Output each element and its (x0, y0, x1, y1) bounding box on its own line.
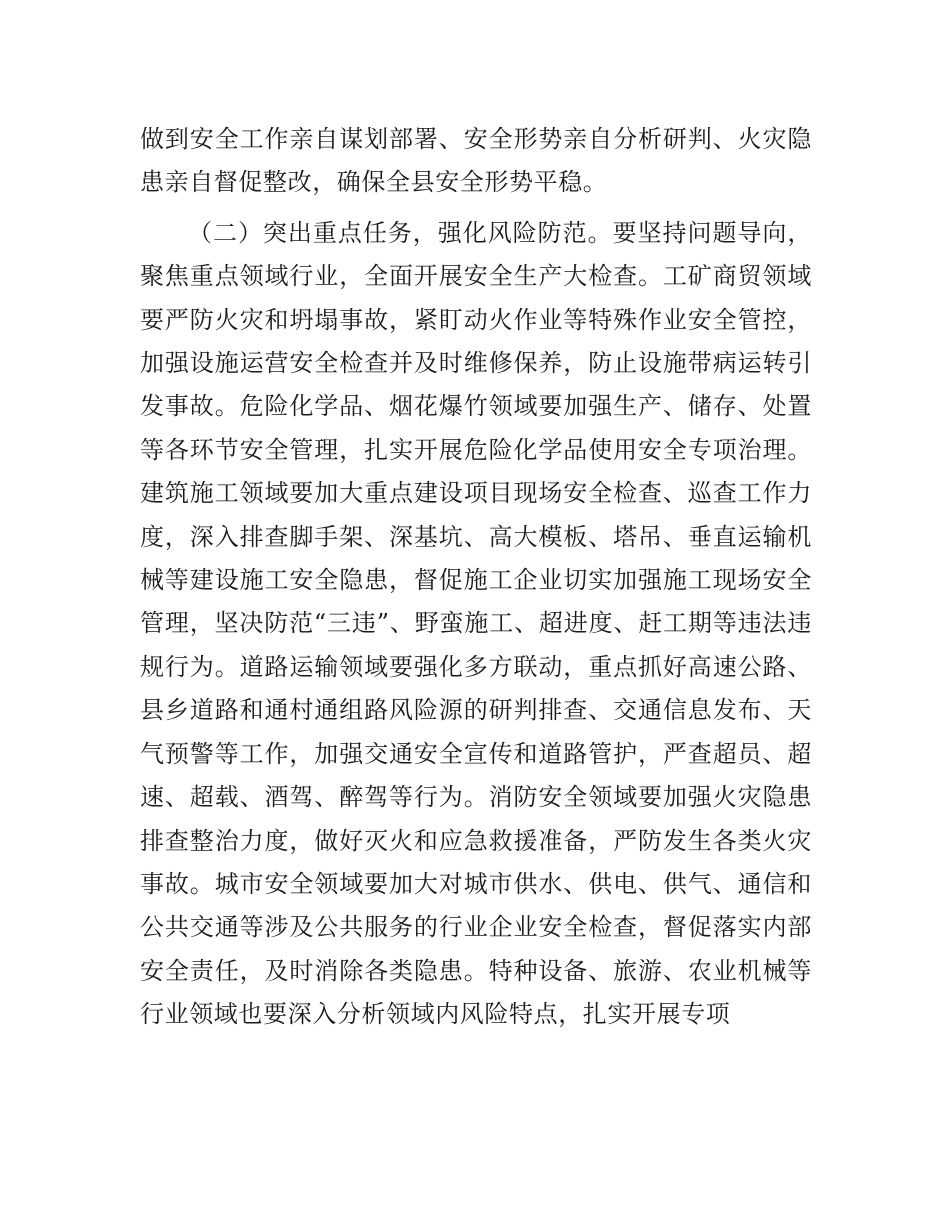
paragraph-continuation: 做到安全工作亲自谋划部署、安全形势亲自分析研判、火灾隐患亲自督促整改，确保全县安全形势平稳。 (140, 125, 812, 197)
paragraph-section-two: （二）突出重点任务，强化风险防范。要坚持问题导向，聚焦重点领域行业，全面开展安全生产大检查。工矿商贸领域要严防火灾和坍塌事故，紧盯动火作业等特殊作业安全管控，加强设施运营安全检查并及时维修保养，防止设施带病运转引发事故。危险化学品、烟花爆竹领域要加强生产、储存、处置等各环节安全管理，扎实开展危险化学品使用安全专项治理。建筑施工领域要加大重点建设项目现场安全检查、巡查工作力度，深入排查脚手架、深基坑、高大模板、塔吊、垂直运输机械等建设施工安全隐患，督促施工企业切实加强施工现场安全管理，坚决防范“三违”、野蛮施工、超进度、赶工期等违法违规行为。道路运输领域要强化多方联动，重点抓好高速公路、县乡道路和通村通组路风险源的研判排查、交通信息发布、天气预警等工作，加强交通安全宣传和道路管护，严查超员、超速、超载、酒驾、醉驾等行为。消防安全领域要加强火灾隐患排查整治力度，做好灭火和应急救援准备，严防发生各类火灾事故。城市安全领域要加大对城市供水、供电、供气、通信和公共交通等涉及公共服务的行业企业安全检查，督促落实内部安全责任，及时消除各类隐患。特种设备、旅游、农业机械等行业领域也要深入分析领域内风险特点，扎实开展专项 (140, 218, 812, 1029)
document-body (140, 118, 812, 1037)
